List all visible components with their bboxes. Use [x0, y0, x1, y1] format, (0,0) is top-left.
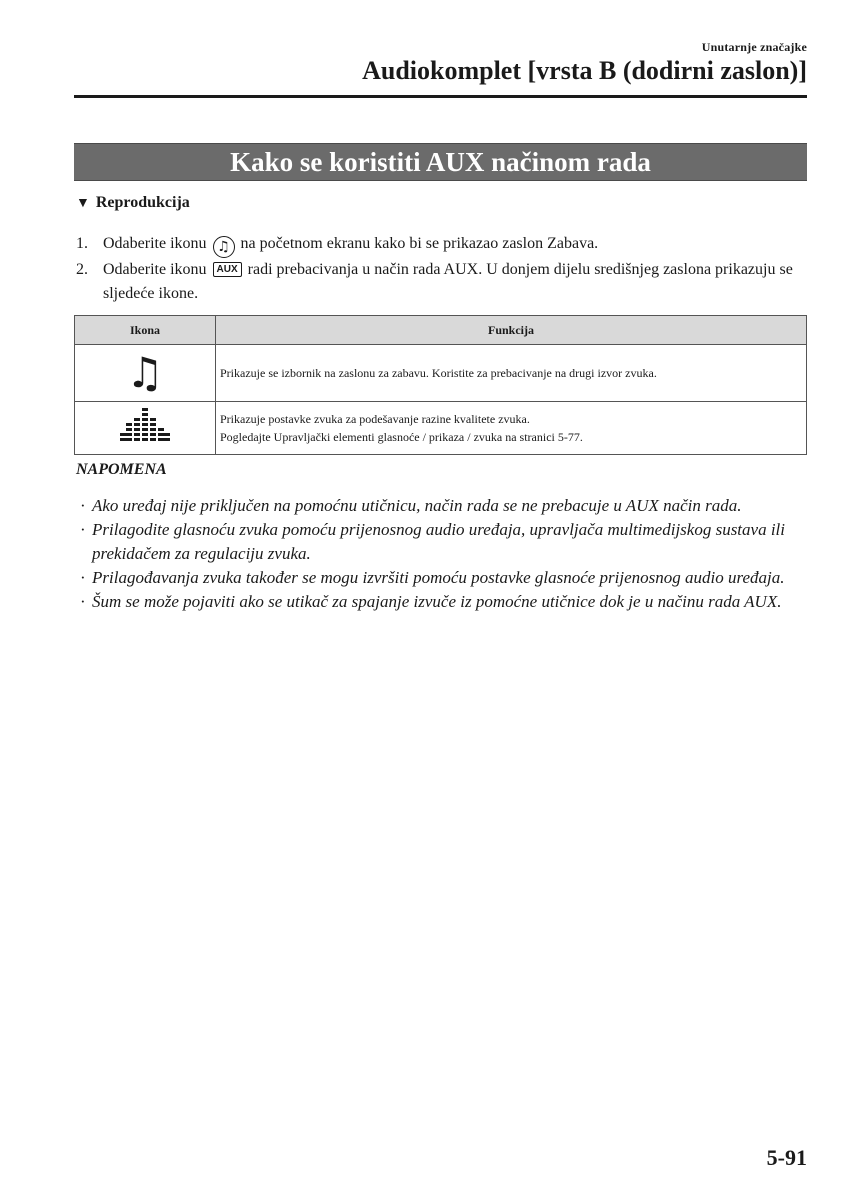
table-row — [75, 345, 807, 402]
icon-cell — [75, 402, 216, 455]
triangle-down-icon: ▼ — [76, 196, 90, 211]
step-text-after: na početnom ekranu kako bi se prikazao zaslon Zabava. — [240, 235, 599, 252]
table-row — [75, 402, 807, 455]
note-text: Prilagođavanja zvuka također se mogu izvršiti pomoću postavke glasnoće prijenosnog audio uređaja. — [92, 568, 785, 587]
bullet: · — [80, 568, 86, 587]
page-number: 5-91 — [766, 1145, 807, 1170]
header-icon: Ikona — [75, 316, 216, 345]
bullet: · — [80, 592, 86, 611]
notes-list — [80, 494, 805, 614]
notes-heading: NAPOMENA — [76, 461, 167, 478]
function-line: Pogledajte Upravljački elementi glasnoće / prikaza / zvuka na stranici 5-77. — [220, 430, 583, 444]
aux-icon: AUX — [213, 262, 242, 277]
step-number: 1. — [76, 235, 88, 252]
step-2 — [76, 258, 811, 306]
note-item — [80, 566, 805, 590]
function-line: Prikazuje postavke zvuka za podešavanje razine kvalitete zvuka. — [220, 412, 530, 426]
icon-function-table — [74, 315, 807, 455]
section-title: Kako se koristiti AUX načinom rada — [74, 143, 807, 181]
note-item — [80, 518, 805, 566]
header-rule — [74, 95, 807, 98]
icon-cell — [75, 345, 216, 402]
note-text: Prilagodite glasnoću zvuka pomoću prijenosnog audio uređaja, upravljača multimedijskog sustava ili prekidačem za regulaciju zvuka. — [92, 520, 785, 563]
note-text: Ako uređaj nije priključen na pomoćnu utičnicu, način rada se ne prebacuje u AUX način rada. — [92, 496, 742, 515]
header-function: Funkcija — [216, 316, 807, 345]
bullet: · — [80, 520, 86, 539]
step-text-before: Odaberite ikonu — [103, 261, 207, 278]
step-number: 2. — [76, 261, 88, 278]
function-cell — [216, 402, 807, 455]
function-cell: Prikazuje se izbornik na zaslonu za zabavu. Koristite za prebacivanje na drugi izvor zvuka. — [216, 345, 807, 402]
subheading — [76, 194, 190, 212]
step-text-after: radi prebacivanja u način rada AUX. U donjem dijelu središnjeg zaslona prikazuju se sljedeće ikone. — [103, 261, 793, 302]
music-note-icon: ♫ — [126, 348, 164, 397]
subheading-text: Reprodukcija — [95, 194, 190, 211]
step-text-before: Odaberite ikonu — [103, 235, 207, 252]
step-1 — [76, 232, 811, 258]
table-header-row — [75, 316, 807, 345]
bullet: · — [80, 496, 86, 515]
sound-settings-icon — [120, 406, 170, 446]
note-item — [80, 494, 805, 518]
steps-list — [76, 232, 811, 306]
header-section: Unutarnje značajke — [701, 40, 807, 54]
header-title: Audiokomplet [vrsta B (dodirni zaslon)] — [362, 56, 807, 85]
note-item — [80, 590, 805, 614]
note-text: Šum se može pojaviti ako se utikač za spajanje izvuče iz pomoćne utičnice dok je u načinu rada AUX. — [92, 592, 782, 611]
music-note-icon: ♫ — [213, 236, 235, 258]
